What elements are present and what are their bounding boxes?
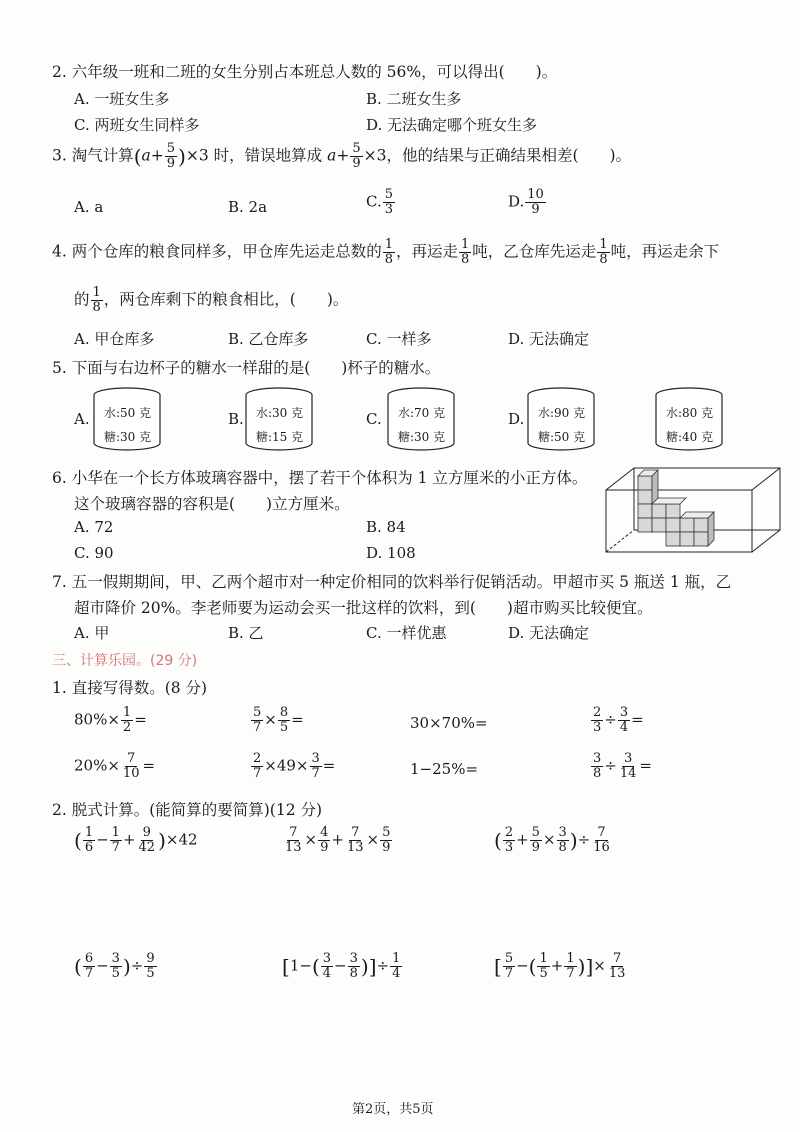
q7-line2: 超市降价 20%。李老师要为运动会买一批这样的饮料，到( )超市购买比较便宜。 (74, 599, 653, 617)
q3-option-a: A. a (74, 198, 104, 216)
q6-option-c: C. 90 (74, 544, 114, 562)
q2-option-d: D. 无法确定哪个班女生多 (366, 116, 538, 134)
cup-reference-water: 水:80 克 (666, 406, 714, 420)
cup-reference-sugar: 糖:40 克 (666, 430, 714, 444)
q5-cup-d-label: D. (508, 410, 525, 428)
q2-option-b: B. 二班女生多 (366, 90, 462, 108)
q4-option-d: D. 无法确定 (508, 330, 590, 348)
q4-line1: 4. 两个仓库的粮食同样多，甲仓库先运走总数的 $\frac{1}{8}$ ，再运走 $\frac{1}{8}$ 吨，乙仓库先运走 $\frac{1}{8}$ 吨，再运走余下 (52, 237, 720, 267)
expr-8: $\frac{3}{8}$ ÷ $\frac{3}{14}$ = (593, 751, 652, 781)
q4-option-c: C. 一样多 (366, 330, 432, 348)
q4-line2: 的 $\frac{1}{8}$ ，两仓库剩下的粮食相比，( )。 (74, 285, 349, 315)
step-expr-5: [1−( $\frac{3}{4}$ − $\frac{3}{8}$ )]÷ $\frac{1}{4}$ (282, 951, 401, 981)
cup-b-water: 水:30 克 (256, 406, 304, 420)
step-expr-3: ( $\frac{2}{3}$ + $\frac{5}{9}$ × $\frac{3}{8}$ )÷ $\frac{7}{16}$ (494, 825, 610, 855)
section3-title: 三、计算乐园。(29 分) (52, 653, 198, 669)
cup-d-sugar: 糖:50 克 (538, 430, 586, 444)
q6-option-d: D. 108 (366, 544, 416, 562)
step-expr-1: ( $\frac{1}{6}$ − $\frac{1}{7}$ + $\frac{9}{42}$ )×42 (74, 825, 198, 855)
expr-4: $\frac{2}{3}$ ÷ $\frac{3}{4}$ = (593, 705, 644, 735)
q5-cup-c-label: C. (366, 410, 382, 428)
expr-3: 30×70%= (410, 714, 488, 732)
q6-option-b: B. 84 (366, 518, 406, 536)
cup-c-sugar: 糖:30 克 (398, 430, 446, 444)
q6-line2: 这个玻璃容器的容积是( )立方厘米。 (74, 495, 350, 513)
q5-cup-b-label: B. (228, 410, 244, 428)
q7-line1: 7. 五一假期期间，甲、乙两个超市对一种定价相同的饮料举行促销活动。甲超市买 5 瓶送 1 瓶，乙 (52, 573, 732, 591)
expr-2: $\frac{5}{7}$ × $\frac{8}{5}$ = (253, 705, 304, 735)
expr-6: $\frac{2}{7}$ ×49× $\frac{3}{7}$ = (253, 751, 336, 781)
expr-5: 20%× $\frac{7}{10}$ = (74, 751, 156, 781)
cup-a-sugar: 糖:30 克 (104, 430, 152, 444)
sub1-title: 1. 直接写得数。(8 分) (52, 679, 208, 697)
q6-option-a: A. 72 (74, 518, 114, 536)
cup-a-water: 水:50 克 (104, 406, 152, 420)
q3-option-b: B. 2a (228, 198, 268, 216)
q3-option-c: C. $\frac{5}{3}$ (366, 187, 393, 217)
q5-text: 5. 下面与右边杯子的糖水一样甜的是( )杯子的糖水。 (52, 359, 441, 377)
page-footer: 第2页，共5页 (352, 1102, 434, 1117)
cup-d-water: 水:90 克 (538, 406, 586, 420)
q7-option-d: D. 无法确定 (508, 624, 590, 642)
cup-b-sugar: 糖:15 克 (256, 430, 304, 444)
q3-text: 3. 淘气计算(a+ $\frac{5}{9}$ )×3 时，错误地算成 a+ $\frac{5}{9}$ ×3，他的结果与正确结果相差( )。 (52, 141, 632, 171)
q7-option-b: B. 乙 (228, 624, 264, 642)
q7-option-a: A. 甲 (74, 624, 110, 642)
q2-option-a: A. 一班女生多 (74, 90, 170, 108)
q5-cup-a-label: A. (74, 410, 90, 428)
cup-c-water: 水:70 克 (398, 406, 446, 420)
q3-option-d: D. $\frac{10}{9}$ (508, 187, 544, 217)
step-expr-4: ( $\frac{6}{7}$ − $\frac{3}{5}$ )÷ $\frac{9}{5}$ (74, 951, 155, 981)
glass-container-figure (600, 462, 790, 562)
step-expr-2: $\frac{7}{13}$ × $\frac{4}{9}$ + $\frac{7}{13}$ × $\frac{5}{9}$ (285, 825, 391, 855)
step-expr-6: [ $\frac{5}{7}$ −( $\frac{1}{5}$ + $\frac{1}{7}$ )]× $\frac{7}{13}$ (494, 951, 626, 981)
q2-text: 2. 六年级一班和二班的女生分别占本班总人数的 56%，可以得出( )。 (52, 63, 558, 81)
q4-option-a: A. 甲仓库多 (74, 330, 155, 348)
q2-option-c: C. 两班女生同样多 (74, 116, 200, 134)
expr-1: 80%× $\frac{1}{2}$ = (74, 705, 147, 735)
q7-option-c: C. 一样优惠 (366, 624, 447, 642)
expr-7: 1−25%= (410, 760, 479, 778)
q6-line1: 6. 小华在一个长方体玻璃容器中，摆了若干个体积为 1 立方厘米的小正方体。 (52, 469, 588, 487)
sub2-title: 2. 脱式计算。(能简算的要简算)(12 分) (52, 801, 323, 819)
q4-option-b: B. 乙仓库多 (228, 330, 309, 348)
